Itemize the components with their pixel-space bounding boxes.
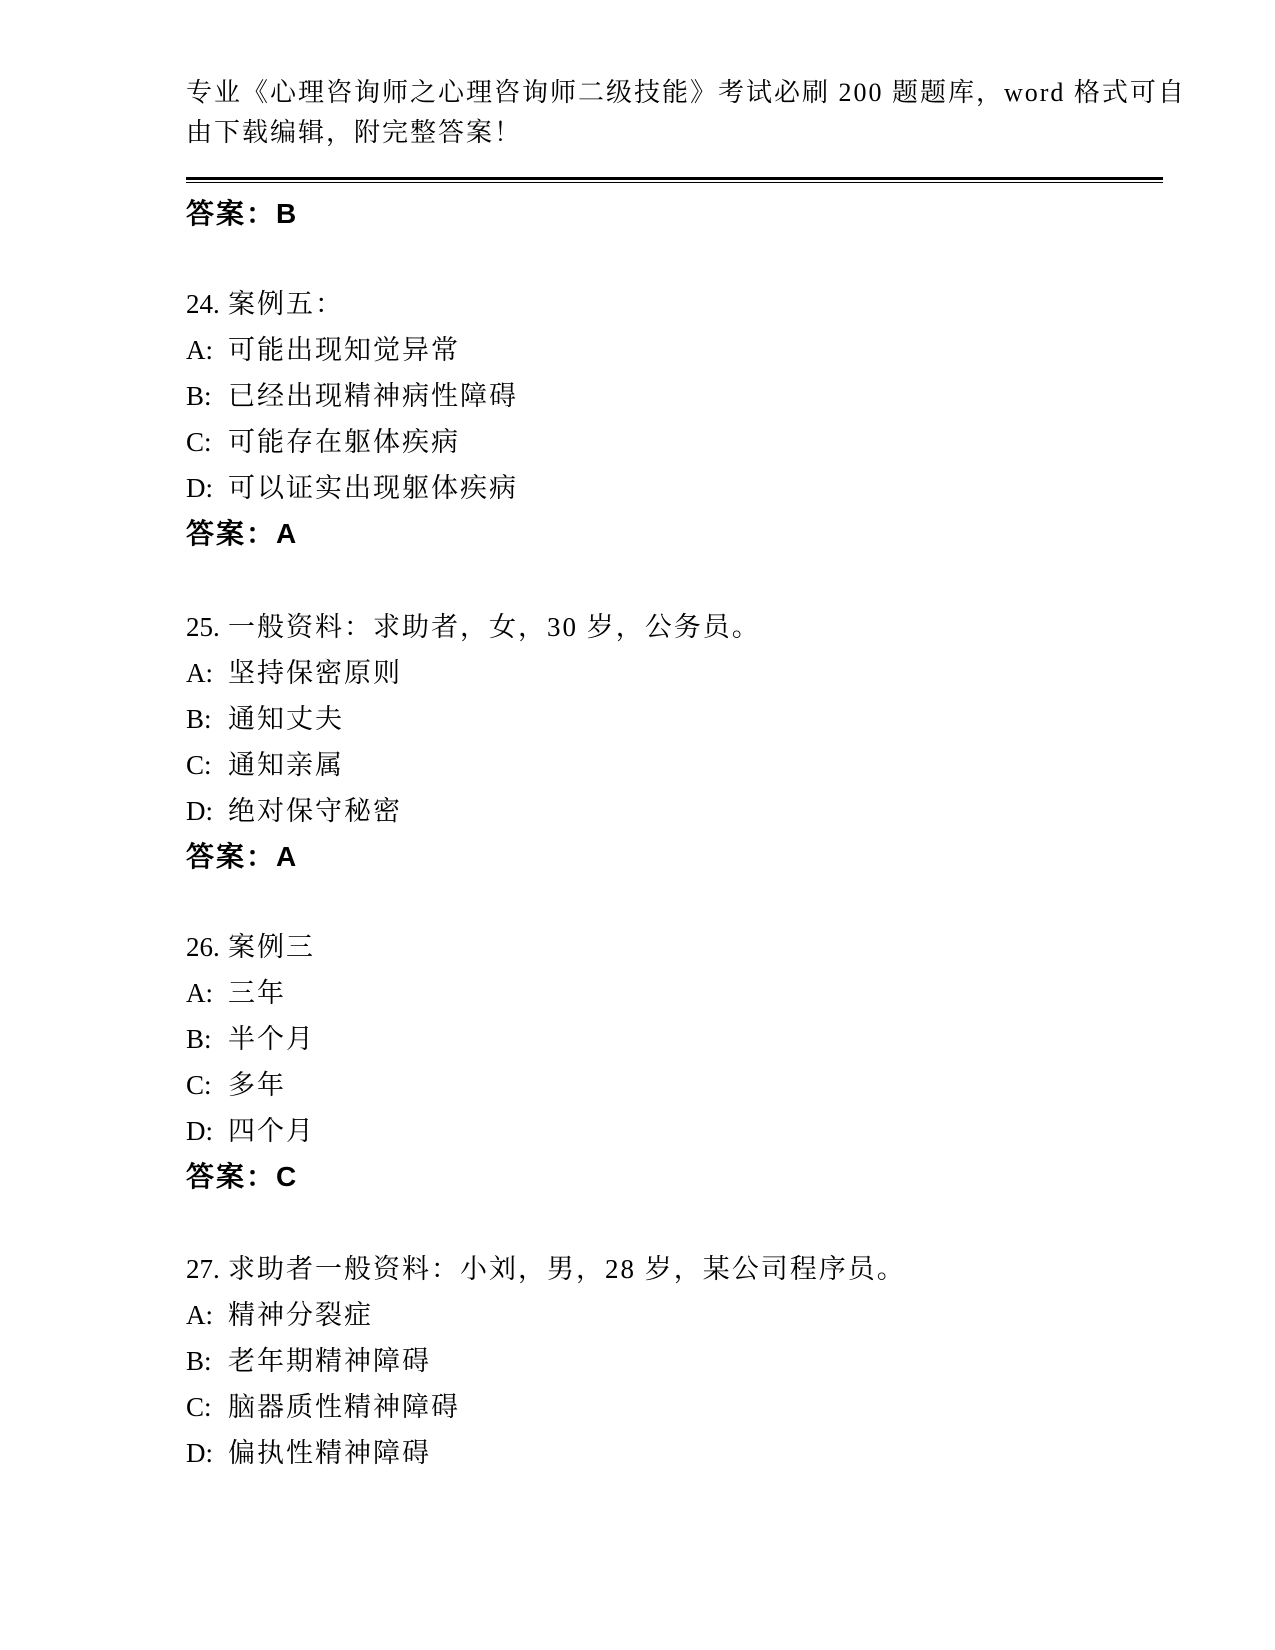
answer-line bbox=[186, 511, 518, 557]
header-paragraph bbox=[186, 73, 1186, 153]
option-line bbox=[186, 1108, 315, 1154]
option-line bbox=[186, 1292, 906, 1338]
option-line bbox=[186, 419, 518, 465]
option-text: 三年 bbox=[228, 978, 286, 1008]
option-text: 坚持保密原则 bbox=[228, 658, 402, 688]
question-block-26 bbox=[186, 924, 315, 1200]
option-text: 可以证实出现躯体疾病 bbox=[228, 473, 518, 503]
answer-label: 答案： bbox=[186, 841, 277, 872]
option-text: 四个月 bbox=[228, 1116, 315, 1146]
header-line-1: 专业《心理咨询师之心理咨询师二级技能》考试必刷 200 题题库，word 格式可自 bbox=[186, 78, 1186, 107]
answer-line bbox=[186, 834, 761, 880]
option-letter: C: bbox=[186, 1070, 212, 1100]
question-number: 26. bbox=[186, 932, 220, 962]
option-letter: C: bbox=[186, 750, 212, 780]
option-line bbox=[186, 1062, 315, 1108]
option-line bbox=[186, 650, 761, 696]
question-number: 27. bbox=[186, 1254, 220, 1284]
leading-answer-line bbox=[186, 191, 298, 237]
question-title-line bbox=[186, 924, 315, 970]
option-line bbox=[186, 1338, 906, 1384]
option-letter: B: bbox=[186, 381, 212, 411]
option-text: 多年 bbox=[228, 1070, 286, 1100]
option-letter: A: bbox=[186, 1300, 213, 1330]
option-line bbox=[186, 1016, 315, 1062]
answer-label: 答案： bbox=[186, 1161, 277, 1192]
option-text: 老年期精神障碍 bbox=[228, 1346, 431, 1376]
option-line bbox=[186, 1384, 906, 1430]
option-line bbox=[186, 1430, 906, 1476]
option-line bbox=[186, 373, 518, 419]
answer-value: B bbox=[276, 198, 299, 229]
option-letter: A: bbox=[186, 978, 213, 1008]
answer-value: C bbox=[276, 1161, 299, 1192]
header-line-2: 由下载编辑，附完整答案！ bbox=[186, 118, 523, 147]
question-block-25 bbox=[186, 604, 761, 880]
option-text: 绝对保守秘密 bbox=[228, 796, 402, 826]
question-number: 25. bbox=[186, 612, 220, 642]
option-letter: B: bbox=[186, 704, 212, 734]
question-title: 一般资料：求助者，女，30 岁，公务员。 bbox=[228, 612, 761, 642]
question-title: 案例五： bbox=[228, 289, 344, 319]
option-text: 通知丈夫 bbox=[228, 704, 344, 734]
option-letter: D: bbox=[186, 1116, 213, 1146]
question-block-24 bbox=[186, 281, 518, 557]
answer-value: A bbox=[276, 841, 299, 872]
question-title: 求助者一般资料：小刘，男，28 岁，某公司程序员。 bbox=[228, 1254, 906, 1284]
answer-value: A bbox=[276, 518, 299, 549]
answer-line bbox=[186, 1154, 315, 1200]
option-line bbox=[186, 327, 518, 373]
option-line bbox=[186, 696, 761, 742]
answer-label: 答案： bbox=[186, 198, 277, 229]
option-text: 半个月 bbox=[228, 1024, 315, 1054]
option-letter: C: bbox=[186, 1392, 212, 1422]
option-text: 通知亲属 bbox=[228, 750, 344, 780]
option-letter: D: bbox=[186, 473, 213, 503]
option-letter: A: bbox=[186, 335, 213, 365]
question-title-line bbox=[186, 281, 518, 327]
answer-label: 答案： bbox=[186, 518, 277, 549]
question-block-27 bbox=[186, 1246, 906, 1476]
option-text: 可能存在躯体疾病 bbox=[228, 427, 460, 457]
option-letter: A: bbox=[186, 658, 213, 688]
question-number: 24. bbox=[186, 289, 220, 319]
question-title-line bbox=[186, 1246, 906, 1292]
option-line bbox=[186, 788, 761, 834]
option-text: 可能出现知觉异常 bbox=[228, 335, 460, 365]
option-letter: C: bbox=[186, 427, 212, 457]
question-title-line bbox=[186, 604, 761, 650]
header-divider-double-rule bbox=[186, 177, 1163, 183]
option-text: 已经出现精神病性障碍 bbox=[228, 381, 518, 411]
option-letter: B: bbox=[186, 1346, 212, 1376]
option-letter: D: bbox=[186, 796, 213, 826]
option-line bbox=[186, 742, 761, 788]
option-letter: B: bbox=[186, 1024, 212, 1054]
option-line bbox=[186, 970, 315, 1016]
option-letter: D: bbox=[186, 1438, 213, 1468]
option-text: 脑器质性精神障碍 bbox=[228, 1392, 460, 1422]
option-text: 精神分裂症 bbox=[228, 1300, 373, 1330]
option-text: 偏执性精神障碍 bbox=[228, 1438, 431, 1468]
question-title: 案例三 bbox=[228, 932, 315, 962]
option-line bbox=[186, 465, 518, 511]
